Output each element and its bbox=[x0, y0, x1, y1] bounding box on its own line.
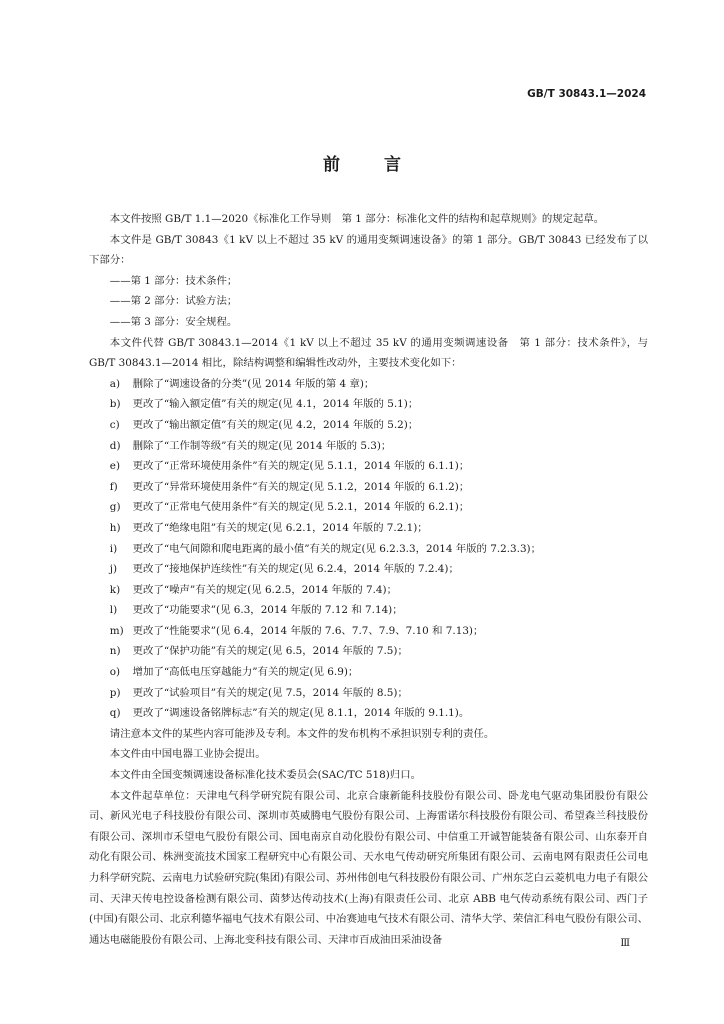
change-marker: p) bbox=[109, 686, 121, 699]
change-marker: b) bbox=[109, 398, 121, 411]
change-item bbox=[89, 621, 648, 642]
paragraph-replaces: 本文件代替 GB/T 30843.1—2014《1 kV 以上不超过 35 kV 的通用变频调速设备 第 1 部分：技术条件》，与 GB/T 30843.1—2014 相比，除结构调整和编辑性改动外，主要技术变化如下： bbox=[89, 336, 648, 370]
change-text: 删除了“工作制等级”有关的规定(见 2014 年版的 5.3)； bbox=[132, 439, 392, 452]
standard-code: GB/T 30843.1—2024 bbox=[527, 88, 646, 100]
change-marker: m) bbox=[109, 624, 124, 637]
change-marker: e) bbox=[109, 460, 120, 473]
change-item bbox=[89, 641, 648, 662]
changes-list bbox=[89, 374, 648, 724]
change-text: 更改了“性能要求”(见 6.4，2014 年版的 7.6、7.7、7.9、7.10 和 7.13)； bbox=[132, 624, 484, 637]
change-text: 更改了“输入额定值”有关的规定(见 4.1，2014 年版的 5.1)； bbox=[132, 398, 419, 411]
change-item bbox=[89, 477, 648, 498]
change-text: 更改了“功能要求”(见 6.3，2014 年版的 7.12 和 7.14)； bbox=[132, 604, 403, 617]
change-marker: j) bbox=[109, 563, 118, 576]
change-item bbox=[89, 683, 648, 704]
document-body bbox=[89, 209, 648, 950]
change-item bbox=[89, 374, 648, 395]
change-item bbox=[89, 518, 648, 539]
change-marker: c) bbox=[109, 418, 120, 431]
change-text: 更改了“噪声”有关的规定(见 6.2.5，2014 年版的 7.4)； bbox=[132, 583, 397, 596]
paragraph-drafting-units: 本文件起草单位：天津电气科学研究院有限公司、北京合康新能科技股份有限公司、卧龙电气驱动集团股份有限公司、新风光电子科技股份有限公司、深圳市英威腾电气股份有限公司、上海雷诺尔科技股份有限公司、希望森兰科技股份有限公司、深圳市禾望电气股份有限公司、国电南京自动化股份有限公司、中信重工开诚智能装备有限公司、山东泰开自动化有限公司、株洲变流技术国家工程研究中心有限公司、天水电气传动研究所集团有限公司、云南电网有限责任公司电力科学研究院、云南电力试验研究院(集团)有限公司、苏州伟创电气科技股份有限公司、广州东芝白云菱机电力电子有限公司、天津天传电控设备检测有限公司、茵梦达传动技术(上海)有限责任公司、北京 ABB 电气传动系统有限公司、西门子(中国)有限公司、北京利德华福电气技术有限公司、中冶赛迪电气技术有限公司、清华大学、荣信汇科电气股份有限公司、通达电磁能股份有限公司、上海北变科技有限公司、天津市百成油田采油设备 bbox=[89, 789, 648, 946]
change-item bbox=[89, 539, 648, 560]
change-marker: k) bbox=[109, 583, 121, 596]
change-marker: l) bbox=[109, 604, 118, 617]
change-item bbox=[89, 580, 648, 601]
change-text: 增加了“高低电压穿越能力”有关的规定(见 6.9)； bbox=[132, 666, 359, 679]
paragraph-drafting-rules: 本文件按照 GB/T 1.1—2020《标准化工作导则 第 1 部分：标准化文件的结构和起草规则》的规定起草。 bbox=[109, 213, 605, 225]
change-item bbox=[89, 662, 648, 683]
change-text: 更改了“试验项目”有关的规定(见 7.5，2014 年版的 8.5)； bbox=[132, 686, 408, 699]
change-text: 更改了“正常环境使用条件”有关的规定(见 5.1.1，2014 年版的 6.1.1)； bbox=[132, 460, 470, 473]
part-item: ——第 3 部分：安全规程。 bbox=[109, 315, 238, 328]
change-text: 更改了“调速设备铭牌标志”有关的规定(见 8.1.1，2014 年版的 9.1.1)。 bbox=[132, 707, 470, 720]
change-marker: i) bbox=[109, 542, 118, 555]
page-number: Ⅲ bbox=[620, 938, 630, 949]
change-marker: f) bbox=[109, 480, 118, 493]
paragraph-proposed-by: 本文件由中国电器工业协会提出。 bbox=[109, 748, 266, 761]
change-item bbox=[89, 600, 648, 621]
page-title: 前言 bbox=[323, 155, 445, 175]
change-text: 更改了“异常环境使用条件”有关的规定(见 5.1.2，2014 年版的 6.1.2)； bbox=[132, 480, 470, 493]
paragraph-managed-by: 本文件由全国变频调速设备标准化技术委员会(SAC/TC 518)归口。 bbox=[109, 769, 421, 782]
change-item bbox=[89, 456, 648, 477]
change-item bbox=[89, 703, 648, 724]
part-item: ——第 1 部分：技术条件； bbox=[109, 274, 238, 287]
change-text: 更改了“输出额定值”有关的规定(见 4.2，2014 年版的 5.2)； bbox=[132, 418, 419, 431]
change-marker: n) bbox=[109, 645, 121, 658]
change-text: 更改了“接地保护连续性”有关的规定(见 6.2.4，2014 年版的 7.2.4)； bbox=[132, 563, 459, 576]
paragraph-patent-notice: 请注意本文件的某些内容可能涉及专利。本文件的发布机构不承担识别专利的责任。 bbox=[109, 727, 495, 740]
change-text: 更改了“绝缘电阻”有关的规定(见 6.2.1，2014 年版的 7.2.1)； bbox=[132, 521, 428, 534]
change-marker: h) bbox=[109, 521, 121, 534]
parts-list bbox=[89, 271, 648, 333]
change-item bbox=[89, 436, 648, 457]
change-item bbox=[89, 394, 648, 415]
change-marker: d) bbox=[109, 439, 121, 452]
change-text: 更改了“保护功能”有关的规定(见 6.5，2014 年版的 7.5)； bbox=[132, 645, 408, 658]
change-item bbox=[89, 497, 648, 518]
paragraph-parts-intro: 本文件是 GB/T 30843《1 kV 以上不超过 35 kV 的通用变频调速设备》的第 1 部分。GB/T 30843 已经发布了以下部分： bbox=[89, 233, 648, 267]
change-marker: q) bbox=[109, 707, 121, 720]
change-item bbox=[89, 559, 648, 580]
change-marker: a) bbox=[109, 377, 121, 390]
change-text: 更改了“正常电气使用条件”有关的规定(见 5.2.1，2014 年版的 6.2.1)； bbox=[132, 501, 470, 514]
change-marker: g) bbox=[109, 501, 121, 514]
part-item: ——第 2 部分：试验方法； bbox=[109, 295, 238, 308]
change-text: 更改了“电气间隙和爬电距离的最小值”有关的规定(见 6.2.3.3，2014 年版的 7.2.3.3)； bbox=[132, 542, 542, 555]
change-text: 删除了“调速设备的分类”(见 2014 年版的第 4 章)； bbox=[132, 377, 375, 390]
change-item bbox=[89, 415, 648, 436]
change-marker: o) bbox=[109, 666, 121, 679]
